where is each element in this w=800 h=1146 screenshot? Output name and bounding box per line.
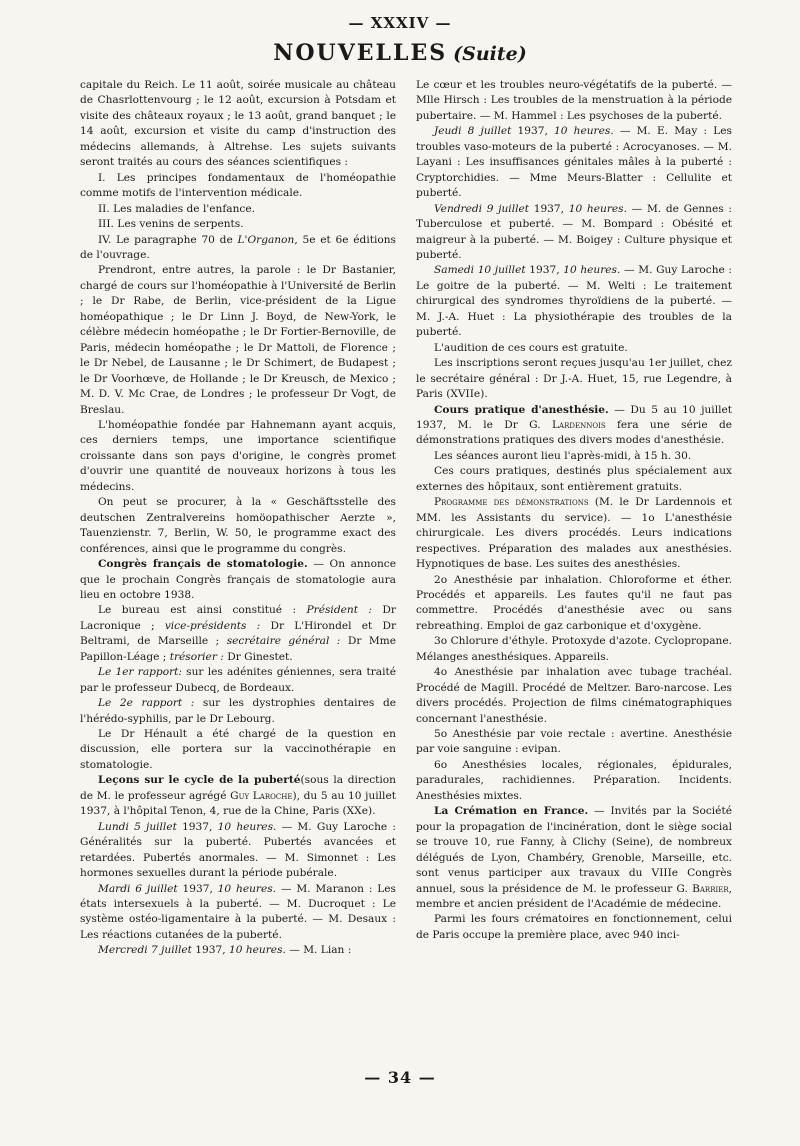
paragraph [416,495,732,572]
person-name: Barrier [692,882,729,895]
paragraph [80,820,396,882]
report-label: Le 1er rapport: [98,666,182,679]
date-label: Jeudi 8 juillet [434,125,512,138]
paragraph [80,943,396,958]
text: 1937, [191,944,229,957]
paragraph: Les inscriptions seront reçues jusqu'au 1er juillet, chez le secrétaire général : Dr J.-A. Huet, 15, rue Legendre, à Paris (XVIIe). [416,357,732,401]
date-label: Samedi 10 juillet [434,264,526,277]
paragraph [416,804,732,912]
heading-suffix: (Suite) [453,43,527,65]
text: , membre et ancien président de l'Académie de médecine. [416,882,732,911]
text: Dr Lacronique ; [80,604,396,632]
paragraph: capitale du Reich. Le 11 août, soirée musicale au château de Chasrlottenvourg ; le 12 août, excursion à Potsdam et visite des châteaux royaux ; le 13 août, grand banquet ; le 14 août, excursion et visite du camp d'instruction des médecins allemands, à Altrehse. Les sujets suivants seront traités au cours des séances scientifiques : [80,79,396,169]
text: Dr Ginestet. [227,650,293,663]
paragraph: L'audition de ces cours est gratuite. [434,341,628,354]
paragraph: 3o Chlorure d'éthyle. Protoxyde d'azote. Cyclopropane. Mélanges anesthésiques. Appareils. [416,635,732,663]
text: (sous la direction de M. le professeur agrégé [80,774,396,802]
paragraph [80,773,396,819]
paragraph [80,557,396,603]
paragraph [80,696,396,727]
news-heading: Cours pratique d'anesthésie. [434,403,609,416]
text: , 5e et 6e éditions de l'ouvrage. [80,233,396,261]
person-name: Guy Laroche [230,789,293,802]
text: — On annonce que le prochain Congrès français de stomatologie aura lieu en octobre 1938. [80,558,396,601]
text: — M. Guy Laroche : Généralités sur la puberté. Pubertés avancées et retardées. Pubertés anormales. — M. Simonnet : Les hormones sexuelles durant la période pubérale. [80,820,396,880]
book-title: L'Organon [237,233,295,246]
right-column [416,78,732,943]
text: — Invités par la Société pour la propagation de l'incinération, dont le siège social se trouve 10, rue Fanny, à Clichy (Seine), de nombreux délégués de Lyon, Chambéry, Grenoble, Marseille, etc. sont venus participer aux travaux du VIIIe Congrès annuel, sous la présidence de M. le professeur G. [416,805,732,895]
paragraph [416,202,732,264]
paragraph [416,403,732,449]
paragraph: 5o Anesthésie par voie rectale : avertine. Anesthésie par voie sanguine : evipan. [416,728,732,756]
text: Dr Mme Papillon-Léage ; [80,635,397,663]
paragraph [80,603,396,665]
list-item: III. Les venins de serpents. [98,218,244,231]
paragraph: On peut se procurer, à la « Geschäftsstelle des deutschen Zentralvereins homöopathischer Aerzte », Tauenzienstr. 7, Berlin, W. 50, le programme exact des conférences, ainsi que le programme du congrès. [80,496,396,555]
role-label: vice-présidents : [164,619,261,632]
text: sur les dystrophies dentaires de l'hérédo-syphilis, par le Dr Lebourg. [80,697,396,725]
text: ), du 5 au 10 juillet 1937, à l'hôpital Tenon, 4, rue de la Chine, Paris (XXe). [80,789,396,818]
text: 1937, [511,125,554,138]
role-label: secrétaire général : [226,635,341,648]
news-heading: La Crémation en France. [434,805,589,818]
date-label: Mardi 6 juillet [98,882,178,895]
list-item: II. Les maladies de l'enfance. [98,202,255,215]
report-label: Le 2e rapport : [98,697,195,710]
section-heading [0,40,800,66]
text: — M. E. May : Les troubles vaso-moteurs de la puberté : Acrocyanoses. — M. Layani : Les insuffisances génitales mâles à la puberté : Cryptorchidies. — Mme Meurs-Blatter : Cellulite et puberté. [416,125,732,200]
person-name: Lardennois [551,418,606,431]
text: — M. de Gennes : Tuberculose et puberté. — M. Bompard : Obésité et maigreur à la puberté. — M. Boigey : Culture physique et puberté. [416,202,732,261]
paragraph: 4o Anesthésie par inhalation avec tubage trachéal. Procédé de Magill. Procédé de Meltzer. Baro-narcose. Les divers procédés. Projection de films cinématographiques concernant l'anesthésie. [416,666,732,725]
roman-folio: — XXXIV — [348,14,452,32]
text: (M. le Dr Lardennois et MM. les Assistants du service). — 1o L'anesthésie chirurgicale. Les divers procédés. Leurs indications respectives. Préparation des malades aux anesthésies. Hypnotiques de base. Les suites des anesthésies. [416,496,732,571]
program-label: Programme des démonstrations [434,496,589,509]
role-label: Président : [306,604,372,617]
paragraph [80,665,396,696]
text: — M. Maranon : Les états intersexuels à la puberté. — M. Ducroquet : Le système ostéo-ligamentaire à la puberté. — M. Desaux : Les réactions cutanées de la puberté. [80,882,396,941]
paragraph: Parmi les fours crématoires en fonctionnement, celui de Paris occupe la première place, avec 940 inci- [416,913,732,941]
text: fera une série de démonstrations pratiques des divers modes d'anesthésie. [416,418,732,447]
date-label: Lundi 5 juillet [98,820,177,833]
text: Le bureau est ainsi constitué : [98,604,297,617]
paragraph: Le Dr Hénault a été chargé de la question en discussion, elle portera sur la vaccinothérapie en stomatologie. [80,728,396,771]
news-heading: Leçons sur le cycle de la puberté [98,774,301,787]
paragraph [416,124,732,201]
date-label: Mercredi 7 juillet [98,944,192,957]
paragraph: Prendront, entre autres, la parole : le Dr Bastanier, chargé de cours sur l'homéopathie à l'Université de Berlin ; le Dr Rabe, de Berlin, vice-président de la Ligue homéopathique ; le Dr Linn J. Boyd, de New-York, le célèbre médecin homéopathe ; le Dr Fortier-Bernoville, de Paris, médecin homéopathe ; le Dr Mattoli, de Florence ; le Dr Nebel, de Lausanne ; le Dr Schimert, de Budapest ; le Dr Voorhœve, de Hollande ; le Dr Kreusch, de Mexico ; M. D. V. Mc Crae, de Londres ; le professeur Dr Vogt, de Breslau. [80,264,396,416]
date-label: Vendredi 9 juillet [434,202,529,215]
time-label: 10 heures. [228,944,286,957]
list-item [80,233,396,264]
time-label: 10 heures. [217,820,277,833]
role-label: trésorier : [169,650,224,663]
time-label: 10 heures. [568,202,627,215]
page-number: — 34 — [364,1068,436,1087]
text: 1937, [529,202,569,215]
text: 1937, [176,820,218,833]
paragraph: Le cœur et les troubles neuro-végétatifs de la puberté. — Mlle Hirsch : Les troubles de la menstruation à la période pubertaire. — M. Hammel : Les psychoses de la puberté. [416,79,732,122]
news-heading: Congrès français de stomatologie. [98,558,308,571]
text: — Du 5 au 10 juillet 1937, M. le Dr G. [416,403,732,431]
text: — M. Lian : [285,944,352,957]
paragraph [416,263,732,340]
text: IV. Le paragraphe 70 de [98,233,233,246]
text: Dr L'Hirondel et Dr Beltrami, de Marseille ; [80,619,397,648]
time-label: 10 heures. [217,882,277,895]
text: — M. Guy Laroche : Le goitre de la puberté. — M. Welti : Le traitement chirurgical des syndromes thyroïdiens de la puberté. — M. J.-A. Huet : La physiothérapie des troubles de la puberté. [416,264,732,339]
paragraph: 2o Anesthésie par inhalation. Chloroforme et éther. Procédés et appareils. Les fautes qu'il ne faut pas commettre. Procédés d'anesthésie avec ou sans rebreathing. Emploi de gaz carbonique et d'oxygène. [416,573,732,632]
paragraph [80,882,396,944]
list-item: I. Les principes fondamentaux de l'homéopathie comme motifs de l'intervention médicale. [80,171,396,200]
time-label: 10 heures. [563,264,621,277]
paragraph: 6o Anesthésies locales, régionales, épidurales, paradurales, rachidiennes. Préparation. Incidents. Anesthésies mixtes. [416,758,732,802]
paragraph: Ces cours pratiques, destinés plus spécialement aux externes des hôpitaux, sont entièrement gratuits. [416,465,732,493]
heading-title: NOUVELLES [273,40,448,66]
time-label: 10 heures. [554,125,614,138]
text: 1937, [525,264,564,277]
paragraph: L'homéopathie fondée par Hahnemann ayant acquis, ces derniers temps, une importance scientifique croissante dans son pays d'origine, le congrès promet d'ouvrir une quantité de nouveaux horizons à tous les médecins. [80,418,396,493]
text: sur les adénites géniennes, sera traité par le professeur Dubecq, de Bordeaux. [80,666,396,694]
left-column [80,78,396,959]
paragraph: Les séances auront lieu l'après-midi, à 15 h. 30. [434,449,692,462]
text: 1937, [177,882,218,895]
